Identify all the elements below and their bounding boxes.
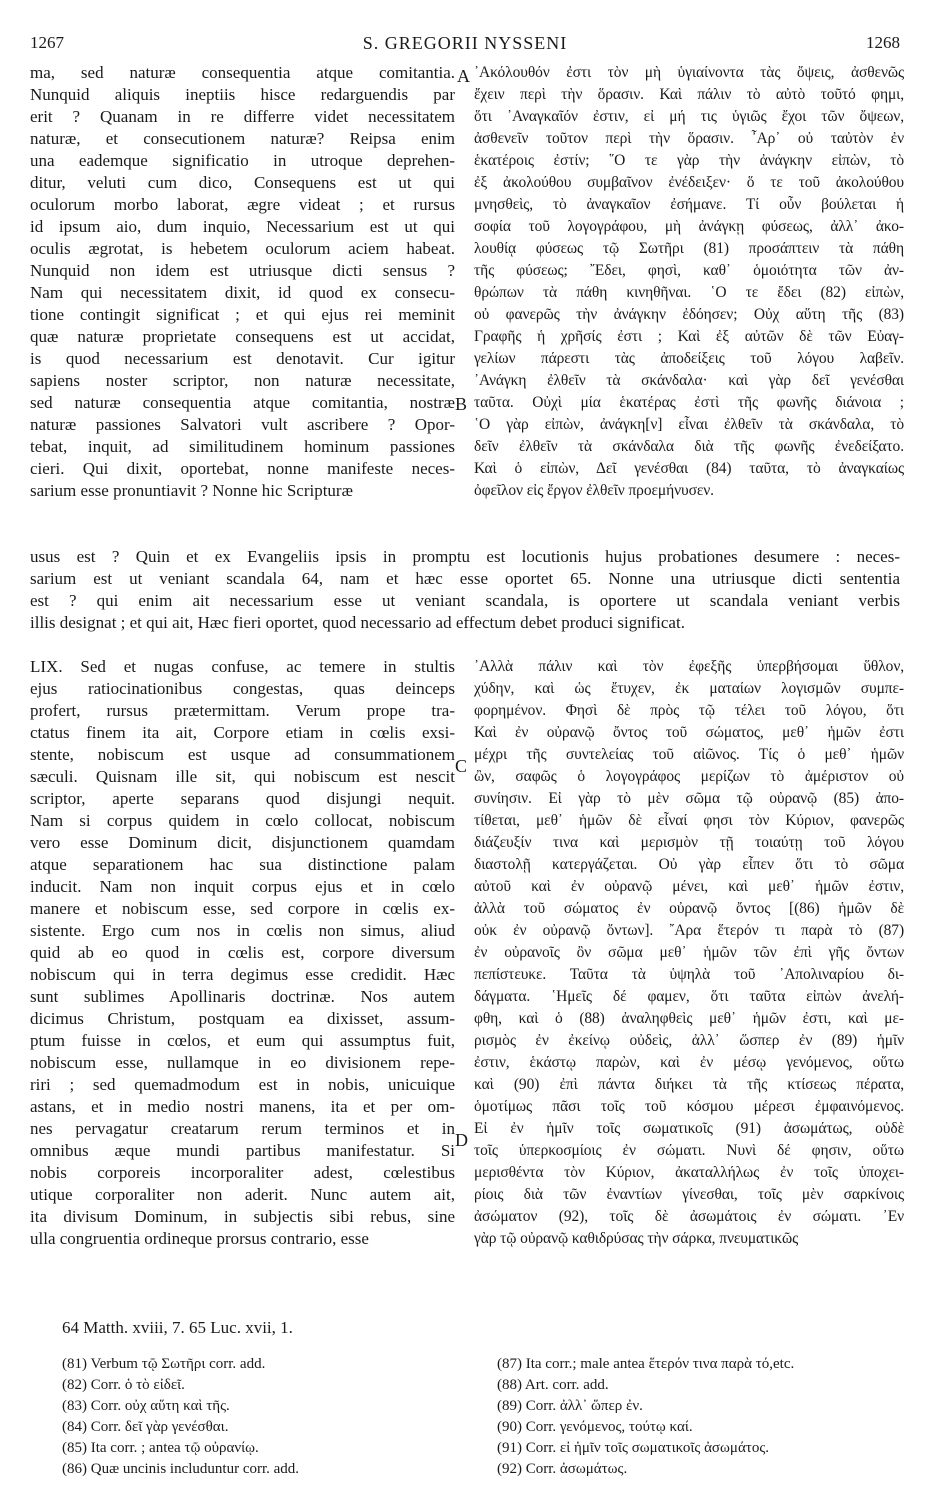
footnote: (91) Corr. εἰ ἡμῖν τοῖς σωματικοῖς ἀσωμάτος. [497, 1440, 770, 1456]
text-line: Nam si corpus quidem in cœlo collocat, nobiscum [30, 811, 455, 830]
text-line: stente, nobiscum est usque ad consummationem [30, 745, 455, 764]
text-line: ulla congruentia ordineque prorsus contrario, esse [30, 1229, 369, 1248]
text-line: Καὶ ὁ εἰπὼν, Δεῖ γενέσθαι (84) ταῦτα, τὸ ἀναγκαίως [474, 460, 904, 477]
text-line: ita divisum Dominum, in subjectis sibi rebus, sine [30, 1207, 455, 1226]
text-line: ἔχειν περὶ τὴν ὅρασιν. Καὶ πάλιν τὸ αὐτὸ τοῦτό φημι, [474, 86, 904, 103]
greek-column-bottom [474, 656, 904, 1250]
text-line: sistente. Ergo cum nos in cœlis non simus, aliud [30, 921, 455, 940]
latin-column-bottom [30, 656, 455, 1250]
text-line: sapiens noster scriptor, non naturæ necessitate, [30, 371, 455, 390]
text-line: nobiscum esse, nullamque in eo divisionem repe- [30, 1053, 455, 1072]
text-line: μνησθεὶς, τὸ ἀναγκαῖον ἐσήμανε. Τί οὖν βούλεται ἡ [474, 196, 904, 213]
text-line: nobis corporeis incorporaliter adest, cœlestibus [30, 1163, 455, 1182]
text-line: ὀφεῖλον εἰς ἔργον ἐλθεῖν προεμήνυσεν. [474, 482, 714, 499]
footnote: (86) Quæ uncinis includuntur corr. add. [62, 1461, 300, 1477]
text-line: τοῖς ὑπερκοσμίοις ἐν σώματι. Νυνὶ δέ φησιν, οὕτω [474, 1142, 904, 1159]
text-line: Καὶ ἐν οὐρανῷ ὄντος τοῦ σώματος, μεθ᾿ ἡμῶν ἐστι [474, 724, 904, 741]
text-line: profert, rursus prætermittam. Verum prope tra- [30, 701, 455, 720]
text-line: πεπίστευκε. Ταῦτα τὰ ὑψηλὰ τοῦ ᾿Απολιναρίου δι- [474, 966, 904, 983]
footnotes-left [62, 1354, 299, 1480]
running-header [30, 33, 900, 57]
text-line: τῆς φύσεως; ῎Εδει, φησὶ, καθ᾿ ὁμοιότητα τῶν ἀν- [474, 262, 904, 279]
text-line: cieri. Qui dixit, oportebat, nonne manifeste neces- [30, 459, 455, 478]
text-line: utique corporaliter non aderit. Nunc autem ait, [30, 1185, 455, 1204]
footnote: (83) Corr. οὐχ αὕτη καὶ τῆς. [62, 1398, 230, 1414]
text-line: ᾿Αλλὰ πάλιν καὶ τὸν ἐφεξῆς ὑπερβήσομαι ὕθλον, [474, 658, 904, 675]
text-line: φθη, καὶ ὁ (88) ἀναληφθεὶς μεθ᾿ ἡμῶν ἐστι, καὶ με- [474, 1010, 904, 1027]
text-line: oculis ægrotat, is hebetem oculorum aciem habeat. [30, 239, 455, 258]
scripture-references: 64 Matth. xviii, 7. 65 Luc. xvii, 1. [62, 1318, 293, 1337]
text-line: nes pervagatur creatarum rerum terminos et in [30, 1119, 455, 1138]
text-line: est ? qui enim ait necessarium esse ut veniant scandala, is oportere ut scandala veniant verbis [30, 591, 900, 610]
text-line: riri ; sed quemadmodum est in nobis, unicuique [30, 1075, 455, 1094]
text-line: vero esse Dominum dicit, disjunctionem quamdam [30, 833, 455, 852]
text-line: naturæ, et consecutionem naturæ? Reipsa enim [30, 129, 455, 148]
text-line: tebat, inquit, ad similitudinem hominum passiones [30, 437, 455, 456]
footnote: (84) Corr. δεῖ γὰρ γενέσθαι. [62, 1419, 229, 1435]
footnote: (82) Corr. ὁ τὸ εἰδεῖ. [62, 1377, 185, 1393]
text-line: καὶ (90) ἐπὶ πάντα διήκει τὰ τῆς κτίσεως πέρατα, [474, 1076, 904, 1093]
text-line: sarium est ut veniant scandala 64, nam et hæc esse oportet 65. Nonne una utriusque dicti sententia [30, 569, 900, 588]
text-line: dicimus Christum, postquam ea dixisset, assum- [30, 1009, 455, 1028]
text-line: ᾿Ακόλουθόν ἐστι τὸν μὴ ὑγιαίνοντα τὰς ὄψεις, ἀσθενῶς [474, 64, 904, 81]
text-line: τίθεται, μεθ᾿ ἡμῶν δὲ εἶναί φησι τὸν Κύριον, φανερῶς [474, 812, 904, 829]
text-line: ρίοις διὰ τῶν ἐναντίων γίνεσθαι, τοῖς μὲν σαρκίνοις [474, 1186, 904, 1203]
text-line: ejus ratiocinationibus congestas, quas deinceps [30, 679, 455, 698]
text-line: manere et nobiscum esse, sed corpore in cœlis ex- [30, 899, 455, 918]
text-line: συνίησιν. Εἰ γὰρ τὸ μὲν σῶμα τῷ οὐρανῷ (85) ἀπο- [474, 790, 904, 807]
footnote: (85) Ita corr. ; antea τῷ οὐρανίῳ. [62, 1440, 259, 1456]
latin-column-top [30, 62, 455, 502]
text-line: is quod necessarium est denotavit. Cur igitur [30, 349, 455, 368]
text-line: Nunquid aliquis ineptiis hisce redarguendis par [30, 85, 455, 104]
footnote: (89) Corr. ἀλλ᾿ ὥπερ ἐν. [497, 1398, 643, 1414]
text-line: Εἰ ἐν ἡμῖν τοῖς σωματικοῖς (91) ἀσωμάτως, οὐδὲ [474, 1120, 904, 1137]
text-line: ἀλλὰ τοῦ σώματος ἐν οὐρανῷ ὄντος [(86) ἡμῶν δὲ [474, 900, 904, 917]
text-line: ptum fuisse in cœlos, et eum qui assumptus fuit, [30, 1031, 455, 1050]
text-line: θρώπων τὰ πάθη κινηθῆναι. ῾Ο τε ἔδει (82) εἰπὼν, [474, 284, 904, 301]
text-line: Γραφῆς ἡ χρῆσίς ἐστι ; Καὶ ἐξ αὐτῶν δὲ τῶν Εὐαγ- [474, 328, 904, 345]
text-line: nobiscum qui in terra degimus esse credidit. Hæc [30, 965, 455, 984]
text-line: usus est ? Quin et ex Evangeliis ipsis in promptu est locutionis hujus probationes desumere : neces- [30, 547, 900, 566]
text-line: ὁμοτίμως πᾶσι τοῖς τοῦ κόσμου μέρεσι ἐμφαινόμενος. [474, 1098, 904, 1115]
text-line: ὢν, σαφῶς ὁ λογογράφος μερίζων τὸ ἀμέριστον οὐ [474, 768, 904, 785]
text-line: ἑκατέροις ἐστίν; ῞Ο τε γὰρ τὴν ἀνάγκην εἰπὼν, τὸ [474, 152, 904, 169]
text-line: quæ naturæ proprietate consequens est ut accidat, [30, 327, 455, 346]
text-line: ἀσώματον (92), τοῖς δὲ ἀσωμάτοις ἐν σώματι. ᾿Εν [474, 1208, 904, 1225]
text-line: ταῦτα. Οὐχὶ μία ἑκατέρας ἐστὶ τῆς φωνῆς διάνοια ; [474, 394, 904, 411]
text-line: δάγματα. ῾Ημεῖς δέ φαμεν, ὅτι ταῦτα εἰπὼν ἀνελή- [474, 988, 904, 1005]
text-line: Nam qui necessitatem dixit, id quod ex consecu- [30, 283, 455, 302]
text-line: οὐκ ἐν οὐρανῷ ὄντων]. ῎Αρα ἕτερόν τι παρὰ τὸ (87) [474, 922, 904, 939]
text-line: id ipsum aio, dum inquio, Necessarium est ut qui [30, 217, 455, 236]
text-line: sed naturæ consequentia atque comitantia, nostræ [30, 393, 455, 412]
text-line: ῾Ο γὰρ εἰπὼν, ἀνάγκη[ν] εἶναι ἐλθεῖν τὰ σκάνδαλα, τὸ [474, 416, 904, 433]
section-marker-d: D [455, 1130, 468, 1150]
text-line: μερισθέντα τὸν Κύριον, ἀκαταλλήλως ἐν τοῖς ὑποχει- [474, 1164, 904, 1181]
text-line: χύδην, καὶ ὡς ἔτυχεν, ἐκ ματαίων λογισμῶν συμπε- [474, 680, 904, 697]
text-line: astans, et in medio nostri manens, ita et per om- [30, 1097, 455, 1116]
section-marker-a: A [457, 66, 470, 86]
text-line: Nunquid non idem est utriusque dicti sensus ? [30, 261, 455, 280]
page-number-right: 1268 [866, 33, 900, 52]
text-line: ᾿Ανάγκη ἐλθεῖν τὰ σκάνδαλα· καὶ γὰρ δεῖ γενέσθαι [474, 372, 904, 389]
footnote: (92) Corr. ἀσωμάτως. [497, 1461, 628, 1477]
text-line: ὅτι ᾿Αναγκαῖόν ἐστιν, εἰ μή τις ὑγιῶς ἔχοι τῶν ὄψεων, [474, 108, 904, 125]
text-line: ditur, veluti cum dico, Consequens est ut qui [30, 173, 455, 192]
text-line: διάζευξίν τινα καὶ μερισμὸν τῇ τοιαύτῃ τοῦ λόγου [474, 834, 904, 851]
text-line: sæculi. Quisnam ille sit, qui nobiscum est nescit [30, 767, 455, 786]
footnote: (81) Verbum τῷ Σωτῆρι corr. add. [62, 1356, 266, 1372]
text-line: ἀσθενεῖν τοῦτον περὶ τὴν ὅρασιν. ῏Αρ᾿ οὐ ταὐτὸν ἐν [474, 130, 904, 147]
text-line: γελίων πάρεστι τὰς ἀποδείξεις τοῦ λόγου λαβεῖν. [474, 350, 904, 367]
text-line: oculorum morbo laborat, ægre videat ; et rursus [30, 195, 455, 214]
text-line: ctatus finem ita ait, Corpore etiam in cœlis exsi- [30, 723, 455, 742]
text-line: ἐξ ἀκολούθου συμβαῖνον ἐνέδειξεν· ὅ τε τοῦ ἀκολούθου [474, 174, 904, 191]
footnote: (90) Corr. γενόμενος, τούτῳ καί. [497, 1419, 693, 1435]
text-line: δεῖν ἐλθεῖν τὰ σκάνδαλα διὰ τῆς φωνῆς ἐνεδείξατο. [474, 438, 904, 455]
text-line: οὐ φανερῶς τὴν ἀνάγκην ἐδόησεν; Οὐχ αὕτη τῆς (83) [474, 306, 904, 323]
footnote: (87) Ita corr.; male antea ἕτερόν τινα παρὰ τό,etc. [497, 1356, 795, 1372]
text-line: inducit. Nam non inquit corpus ejus et in cœlo [30, 877, 455, 896]
section-marker-c: C [455, 756, 468, 776]
text-line: atque separationem hac sua distinctione palam [30, 855, 455, 874]
text-line: quid ab eo quod in cœlis est, corpore diversum [30, 943, 455, 962]
text-line: λουθίᾳ φύσεως τῷ Σωτῆρι (81) προσάπτειν τὰ πάθη [474, 240, 904, 257]
text-line: σοφία τοῦ λογογράφου, μὴ ἀνάγκῃ φύσεως, ἀλλ᾿ ἀκο- [474, 218, 904, 235]
greek-column-top [474, 62, 904, 502]
text-line: una eademque significatio in utroque deprehen- [30, 151, 455, 170]
running-title: S. GREGORII NYSSENI [362, 33, 568, 53]
text-line: μέχρι τῆς συντελείας τοῦ αἰῶνος. Τίς ὁ μεθ᾿ ἡμῶν [474, 746, 904, 763]
text-line: scriptor, aperte separans quod disjungi nequit. [30, 789, 455, 808]
page-number-left: 1267 [30, 33, 64, 52]
text-line: αὐτοῦ καὶ ἐν οὐρανῷ μένει, καὶ μεθ᾿ ἡμῶν ἐστιν, [474, 878, 904, 895]
text-line: γὰρ τῷ οὐρανῷ καθιδρύσας τὴν σάρκα, πνευματικῶς [474, 1230, 799, 1247]
text-line: erit ? Quanam in re differre videt necessitatem [30, 107, 455, 126]
text-line: ἐστιν, ἑκάστῳ παρὼν, καὶ ἐν μέσῳ γενόμενος, οὕτω [474, 1054, 904, 1071]
text-line: sarium esse pronuntiavit ? Nonne hic Scripturæ [30, 481, 353, 500]
text-line: ρισμὸς ἐν ἐκείνῳ οὐδεὶς, ἀλλ᾿ ὥσπερ ἐν (89) ἡμῖν [474, 1032, 904, 1049]
text-line: διαστολῇ κατεργάζεται. Οὐ γὰρ εἶπεν ὅτι τὸ σῶμα [474, 856, 904, 873]
latin-full-width-passage [30, 546, 900, 634]
text-line: illis designat ; et qui ait, Hæc fieri oportet, quod necessario ad effectum debet produci significat. [30, 613, 685, 632]
text-line: ἐν οὐρανοῖς ὂν σῶμα μεθ᾿ ἡμῶν τῶν ἐπὶ γῆς ὄντων [474, 944, 904, 961]
text-line: sunt sublimes Apollinaris doctrinæ. Nos autem [30, 987, 455, 1006]
text-line: LIX. Sed et nugas confuse, ac temere in stultis [30, 657, 455, 676]
section-marker-b: B [455, 394, 468, 414]
text-line: ma, sed naturæ consequentia atque comitantia. [30, 63, 455, 82]
footnotes-right [497, 1354, 794, 1480]
text-line: φορημένον. Φησὶ δὲ πρὸς τῷ τέλει τοῦ λόγου, ὅτι [474, 702, 904, 719]
text-line: omnibus æque mundi partibus manifestatur. Si [30, 1141, 455, 1160]
text-line: naturæ passiones Salvatori vult ascribere ? Opor- [30, 415, 455, 434]
footnote: (88) Art. corr. add. [497, 1377, 609, 1393]
text-line: tione contingit significat ; et qui ejus rei meminit [30, 305, 455, 324]
